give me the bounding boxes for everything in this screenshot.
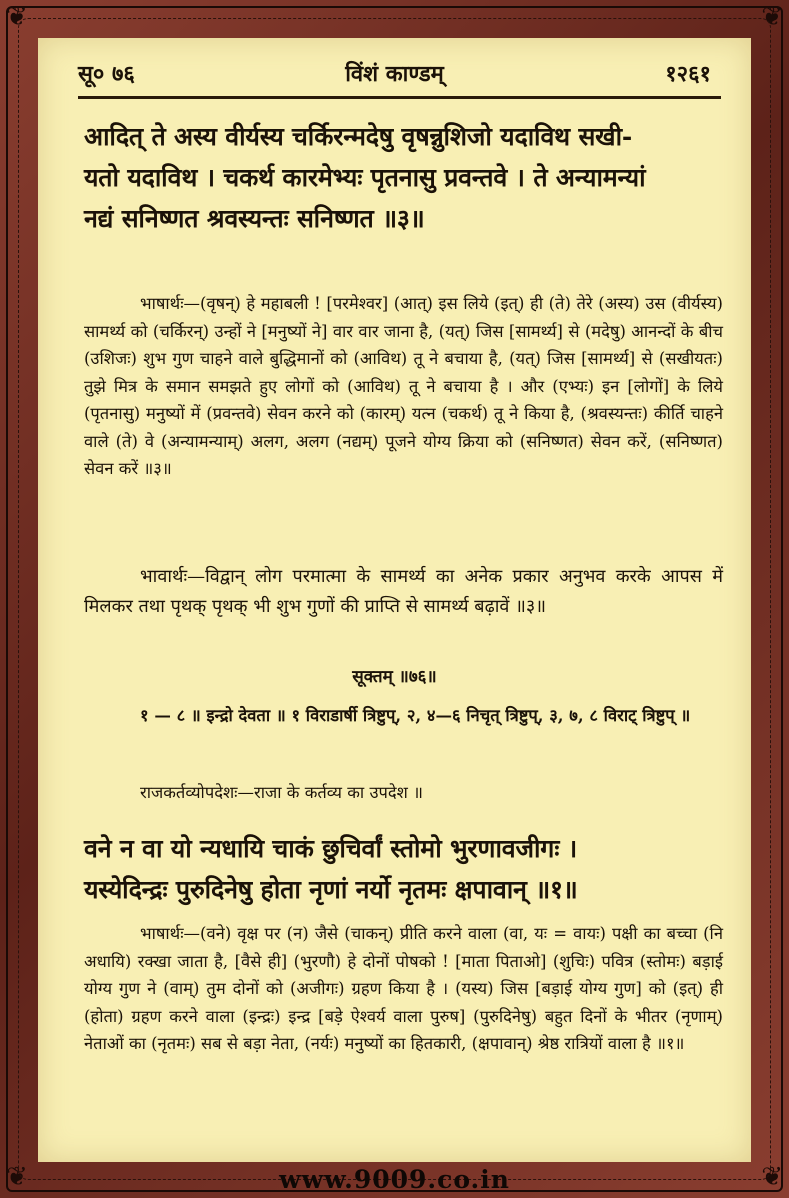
mantra-verse-1 bbox=[84, 828, 723, 910]
page-number: १२६१ bbox=[665, 61, 711, 87]
sukta-heading: सूक्तम् ॥७६॥ bbox=[352, 667, 437, 687]
mantra-line: यस्येदिन्द्रः पुरुदिनेषु होता नृणां नर्यो नृतमः क्षपावान् ॥१॥ bbox=[84, 875, 578, 904]
sukta-meta: १ — ८ ॥ इन्द्रो देवता ॥ १ विराडार्षी त्रिष्टुप्, २, ४—६ निचृत् त्रिष्टुप्, ३, ७, ८ विराट् त्रिष्टुप् ॥ bbox=[140, 706, 691, 725]
sukta-number: सू० ७६ bbox=[78, 61, 135, 87]
footer-website: www.9009.co.in bbox=[279, 1165, 510, 1194]
bhavarth-verse-3: भावार्थः—विद्वान् लोग परमात्मा के सामर्थ्य का अनेक प्रकार अनुभव करके आपस में मिलकर तथा पृथक् पृथक् भी शुभ गुणों की प्राप्ति से सामर्थ्य बढ़ावें ॥३॥ bbox=[84, 566, 723, 617]
corner-ornament-icon: ❦ bbox=[761, 2, 783, 32]
header-rule bbox=[78, 96, 721, 99]
sukta-topic: राजकर्तव्योपदेशः—राजा के कर्तव्य का उपदेश ॥ bbox=[140, 783, 423, 802]
corner-ornament-icon: ❦ bbox=[761, 1162, 783, 1192]
mantra-line: नद्यं सनिष्णत श्रवस्यन्तः सनिष्णत ॥३॥ bbox=[84, 204, 425, 233]
bhasharth-verse-3: भाषार्थः—(वृषन्) हे महाबली ! [परमेश्वर] (आत्) इस लिये (इत्) ही (ते) तेरे (अस्य) उस (वीर्यस्य) सामर्थ्य को (चर्किरन्) उन्हों ने [मनुष्यों ने] वार वार जाना है, (यत्) जिस [सामर्थ्य] से (मदेषु) आनन्दों के बीच (उशिजः) शुभ गुण चाहने वाले बुद्धिमानों को (आविथ) तू ने बचाया है, (यत्) जिस [सामर्थ्य] से (सखीयतः) तुझे मित्र के समान समझते हुए लोगों को (आविथ) तू ने बचाया है । और (एभ्यः) इन [लोगों] के लिये (पृतनासु) मनुष्यों में (प्रवन्तवे) सेवन करने को (कारम्) यत्न (चकर्थ) तू ने किया है, (श्रवस्यन्तः) कीर्ति चाहने वाले (ते) वे (अन्यामन्याम्) अलग, अलग (नद्यम्) पूजने योग्य क्रिया को (सनिष्णत) सेवन करें, (सनिष्णत) सेवन करें ॥३॥ bbox=[84, 294, 723, 478]
mantra-line: यतो यदाविथ । चकर्थ कारमेभ्यः पृतनासु प्रवन्तवे । ते अन्यामन्यां bbox=[84, 163, 646, 192]
corner-ornament-icon: ❦ bbox=[6, 1162, 28, 1192]
corner-ornament-icon: ❦ bbox=[6, 2, 28, 32]
page-header bbox=[78, 58, 711, 92]
bhasharth-verse-1: भाषार्थः—(वने) वृक्ष पर (न) जैसे (चाकन्) प्रीति करने वाला (वा, यः = वायः) पक्षी का बच्चा (नि अधायि) रक्खा जाता है, [वैसे ही] (भुरणौ) हे दोनों पोषको ! [माता पिताओ] (शुचिः) पवित्र (स्तोमः) बड़ाई योग्य गुण ने (वाम्) तुम दोनों को (अजीगः) ग्रहण किया है । (यस्य) जिस [बड़ाई योग्य गुण] को (इत्) ही (होता) ग्रहण करने वाला (इन्द्रः) इन्द्र [बड़े ऐश्वर्य वाला पुरुष] (पुरुदिनेषु) बहुत दिनों के भीतर (नृणाम्) नेताओं का (नृतमः) सब से बड़ा नेता, (नर्यः) मनुष्यों का हितकारी, (क्षपावान्) श्रेष्ठ रात्रियों वाला है ॥१॥ bbox=[84, 924, 723, 1053]
kanda-title: विंशं काण्डम् bbox=[345, 61, 444, 87]
mantra-verse-3 bbox=[84, 116, 723, 239]
scripture-page bbox=[38, 38, 751, 1162]
mantra-line: आदित् ते अस्य वीर्यस्य चर्किरन्मदेषु वृषन्नुशिजो यदाविथ सखी- bbox=[84, 122, 633, 151]
mantra-line: वने न वा यो न्यधायि चाकं छुचिर्वां स्तोमो भुरणावजीगः । bbox=[84, 834, 577, 863]
